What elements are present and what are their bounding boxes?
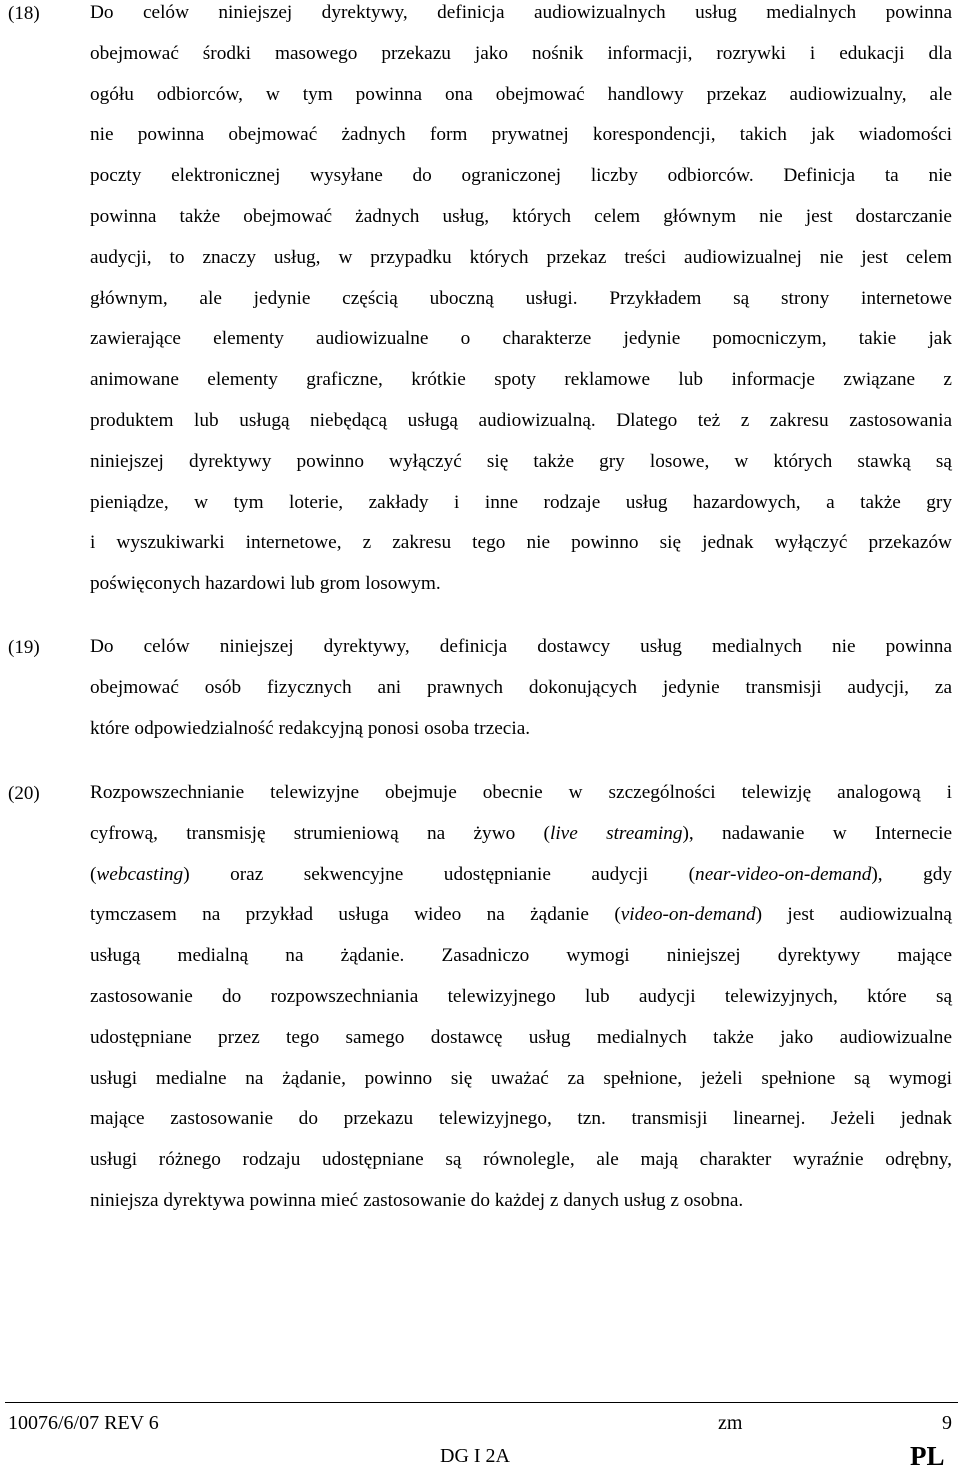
- document-reference: 10076/6/07 REV 6: [8, 1412, 159, 1434]
- text-line: i wyszukiwarki internetowe, z zakresu tego nie powinno się jednak wyłączyć przekazów: [90, 532, 952, 554]
- department-code: DG I 2A: [440, 1445, 510, 1467]
- language-code: PL: [910, 1441, 945, 1471]
- text-line: usługi medialne na żądanie, powinno się uważać za spełnione, jeżeli spełnione są wymogi: [90, 1067, 952, 1089]
- text-line: obejmować środki masowego przekazu jako nośnik informacji, rozrywki i edukacji dla: [90, 42, 952, 64]
- recital-text: [90, 627, 952, 749]
- text-line: mające zastosowanie do przekazu telewizyjnego, tzn. transmisji linearnej. Jeżeli jednak: [90, 1108, 952, 1130]
- text-line: nie powinna obejmować żadnych form prywatnej korespondencji, takich jak wiadomości: [90, 124, 952, 146]
- text-line: udostępniane przez tego samego dostawcę usług medialnych także jako audiowizualne: [90, 1026, 952, 1048]
- text-line: obejmować osób fizycznych ani prawnych dokonujących jedynie transmisji audycji, za: [90, 676, 952, 698]
- text-line: produktem lub usługą niebędącą usługą audiowizualną. Dlatego też z zakresu zastosowania: [90, 409, 952, 431]
- recital-text: [90, 0, 952, 605]
- author-initials: zm: [718, 1412, 743, 1434]
- text-line: usługą medialną na żądanie. Zasadniczo wymogi niniejszej dyrektywy mające: [90, 945, 952, 967]
- text-line: Do celów niniejszej dyrektywy, definicja dostawcy usług medialnych nie powinna: [90, 636, 952, 657]
- text-line: pieniądze, w tym loterie, zakłady i inne rodzaje usług hazardowych, a także gry: [90, 491, 952, 513]
- text-line: tymczasem na przykład usługa wideo na żądanie (video-on-demand) jest audiowizualną: [90, 904, 952, 926]
- text-line: ogółu odbiorców, w tym powinna ona obejmować handlowy przekaz audiowizualny, ale: [90, 83, 952, 105]
- recital-number: (20): [8, 783, 40, 804]
- text-line: audycji, to znaczy usług, w przypadku których przekaz treści audiowizualnej nie jest celem: [90, 246, 952, 268]
- recital-number: (19): [8, 637, 40, 658]
- text-line: głównym, ale jedynie częścią uboczną usługi. Przykładem są strony internetowe: [90, 287, 952, 309]
- text-line: niniejszej dyrektywy powinno wyłączyć się także gry losowe, w których stawką są: [90, 450, 952, 472]
- text-line: usługi różnego rodzaju udostępniane są równolegle, ale mają charakter wyraźnie odrębny,: [90, 1149, 952, 1171]
- text-line: poczty elektronicznej wysyłane do ograniczonej liczby odbiorców. Definicja ta nie: [90, 165, 952, 187]
- text-line: zastosowanie do rozpowszechniania telewizyjnego lub audycji telewizyjnych, które są: [90, 985, 952, 1007]
- page-number: 9: [942, 1412, 952, 1434]
- recital-number: (18): [8, 3, 40, 24]
- text-line: poświęconych hazardowi lub grom losowym.: [90, 573, 441, 595]
- footer-divider: [5, 1402, 958, 1403]
- text-line: zawierające elementy audiowizualne o charakterze jedynie pomocniczym, takie jak: [90, 328, 952, 350]
- text-line: cyfrową, transmisję strumieniową na żywo (live streaming), nadawanie w Internecie: [90, 822, 952, 844]
- text-line: Do celów niniejszej dyrektywy, definicja audiowizualnych usług medialnych powinna: [90, 2, 952, 23]
- recital-text: [90, 773, 952, 1222]
- text-line: animowane elementy graficzne, krótkie spoty reklamowe lub informacje związane z: [90, 369, 952, 391]
- text-line: które odpowiedzialność redakcyjną ponosi osoba trzecia.: [90, 717, 531, 739]
- text-line: powinna także obejmować żadnych usług, których celem głównym nie jest dostarczanie: [90, 205, 952, 227]
- text-line: niniejsza dyrektywa powinna mieć zastosowanie do każdej z danych usług z osobna.: [90, 1189, 744, 1211]
- text-line: (webcasting) oraz sekwencyjne udostępnianie audycji (near-video-on-demand), gdy: [90, 863, 953, 885]
- text-line: Rozpowszechnianie telewizyjne obejmuje obecnie w szczególności telewizję analogową i: [90, 782, 952, 803]
